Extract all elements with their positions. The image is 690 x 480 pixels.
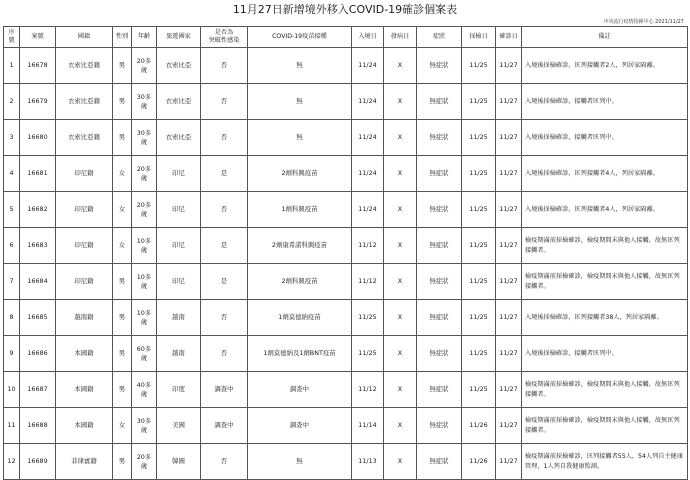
cell-symptom: 無症狀 — [417, 336, 462, 372]
cell-test-date: 11/25 — [462, 300, 496, 336]
cell-seq: 3 — [4, 120, 20, 156]
cell-breakthrough: 是 — [201, 228, 248, 264]
header-case-id: 案號 — [20, 27, 56, 48]
cell-symptom: 無症狀 — [417, 48, 462, 84]
cell-age: 30多歲 — [132, 408, 157, 444]
document-title: 11月27日新增境外移入COVID-19確診個案表 — [232, 3, 458, 16]
cell-case-id: 16688 — [20, 408, 56, 444]
table-row — [4, 264, 688, 300]
cell-age: 10多歲 — [132, 264, 157, 300]
cell-symptom: 無症狀 — [417, 264, 462, 300]
cell-confirm-date: 11/27 — [496, 84, 522, 120]
cell-case-id: 16678 — [20, 48, 56, 84]
cell-seq: 1 — [4, 48, 20, 84]
cell-nationality: 衣索比亞籍 — [56, 84, 113, 120]
cell-onset-date: X — [384, 120, 417, 156]
cell-vaccine: 調查中 — [248, 372, 352, 408]
cell-travel-country: 衣索比亞 — [157, 84, 201, 120]
cell-vaccine: 2劑康希諾科興疫苗 — [248, 228, 352, 264]
cell-case-id: 16686 — [20, 336, 56, 372]
cell-test-date: 11/25 — [462, 84, 496, 120]
cell-age: 30多歲 — [132, 84, 157, 120]
table-body — [4, 48, 688, 480]
cell-age: 60多歲 — [132, 336, 157, 372]
table-row — [4, 408, 688, 444]
cell-symptom: 無症狀 — [417, 192, 462, 228]
cell-breakthrough: 否 — [201, 192, 248, 228]
cell-note: 入境後採檢確診，匡列接觸者2人，列居家隔離。 — [522, 48, 688, 84]
cell-entry-date: 11/25 — [352, 300, 384, 336]
cell-confirm-date: 11/27 — [496, 192, 522, 228]
cell-travel-country: 印尼 — [157, 192, 201, 228]
cell-case-id: 16682 — [20, 192, 56, 228]
case-table — [3, 26, 688, 480]
cell-nationality: 印尼籍 — [56, 156, 113, 192]
cell-age: 10多歲 — [132, 300, 157, 336]
cell-test-date: 11/25 — [462, 336, 496, 372]
cell-case-id: 16683 — [20, 228, 56, 264]
header-onset-date: 發病日 — [384, 27, 417, 48]
cell-symptom: 無症狀 — [417, 408, 462, 444]
cell-nationality: 印尼籍 — [56, 228, 113, 264]
table-row — [4, 48, 688, 84]
cell-seq: 6 — [4, 228, 20, 264]
cell-confirm-date: 11/27 — [496, 444, 522, 480]
header-confirm-date: 確診日 — [496, 27, 522, 48]
cell-seq: 2 — [4, 84, 20, 120]
cell-seq: 12 — [4, 444, 20, 480]
table-row — [4, 336, 688, 372]
cell-entry-date: 11/12 — [352, 228, 384, 264]
cell-test-date: 11/25 — [462, 372, 496, 408]
cell-test-date: 11/25 — [462, 156, 496, 192]
cell-confirm-date: 11/27 — [496, 372, 522, 408]
cell-entry-date: 11/12 — [352, 264, 384, 300]
cell-entry-date: 11/24 — [352, 192, 384, 228]
cell-breakthrough: 否 — [201, 336, 248, 372]
cell-nationality: 印尼籍 — [56, 192, 113, 228]
table-row — [4, 372, 688, 408]
cell-age: 10多歲 — [132, 228, 157, 264]
cell-note: 檢疫期滿前採檢確診，匡列接觸者55人，54人列自主健康管理，1人列自我健康監測。 — [522, 444, 688, 480]
cell-nationality: 越南籍 — [56, 300, 113, 336]
header-breakthrough: 是否為 突破性感染 — [201, 27, 248, 48]
cell-note: 檢疫期滿前採檢確診，檢疫期間未與他人接觸，故無匡列接觸者。 — [522, 372, 688, 408]
cell-symptom: 無症狀 — [417, 120, 462, 156]
cell-nationality: 菲律賓籍 — [56, 444, 113, 480]
cell-confirm-date: 11/27 — [496, 228, 522, 264]
table-row — [4, 120, 688, 156]
cell-seq: 10 — [4, 372, 20, 408]
cell-breakthrough: 是 — [201, 156, 248, 192]
cell-onset-date: X — [384, 192, 417, 228]
cell-confirm-date: 11/27 — [496, 336, 522, 372]
cell-vaccine: 2劑科興疫苗 — [248, 264, 352, 300]
header-vaccine: COVID-19疫苗接種 — [248, 27, 352, 48]
table-row — [4, 84, 688, 120]
header-test-date: 採檢日 — [462, 27, 496, 48]
cell-confirm-date: 11/27 — [496, 120, 522, 156]
header-row — [4, 27, 688, 48]
cell-vaccine: 調查中 — [248, 408, 352, 444]
cell-entry-date: 11/12 — [352, 372, 384, 408]
cell-onset-date: X — [384, 408, 417, 444]
cell-sex: 男 — [113, 444, 132, 480]
cell-sex: 男 — [113, 336, 132, 372]
cell-seq: 5 — [4, 192, 20, 228]
cell-travel-country: 印尼 — [157, 264, 201, 300]
cell-note: 入境後採檢確診，接觸者匡列中。 — [522, 84, 688, 120]
cell-nationality: 衣索比亞籍 — [56, 48, 113, 84]
cell-age: 20多歲 — [132, 192, 157, 228]
cell-test-date: 11/25 — [462, 192, 496, 228]
cell-entry-date: 11/13 — [352, 444, 384, 480]
cell-travel-country: 印尼 — [157, 228, 201, 264]
cell-travel-country: 越南 — [157, 300, 201, 336]
cell-sex: 男 — [113, 264, 132, 300]
cell-breakthrough: 是 — [201, 264, 248, 300]
cell-symptom: 無症狀 — [417, 84, 462, 120]
cell-onset-date: X — [384, 228, 417, 264]
cell-breakthrough: 否 — [201, 48, 248, 84]
table-row — [4, 444, 688, 480]
cell-test-date: 11/26 — [462, 444, 496, 480]
cell-onset-date: X — [384, 48, 417, 84]
cell-test-date: 11/25 — [462, 48, 496, 84]
cell-confirm-date: 11/27 — [496, 408, 522, 444]
cell-vaccine: 2劑科興疫苗 — [248, 156, 352, 192]
cell-travel-country: 衣索比亞 — [157, 48, 201, 84]
header-travel-country: 旅遊國家 — [157, 27, 201, 48]
cell-note: 入境後採檢確診，匡列接觸者4人，列居家隔離。 — [522, 192, 688, 228]
cell-test-date: 11/25 — [462, 228, 496, 264]
cell-case-id: 16680 — [20, 120, 56, 156]
cell-age: 20多歲 — [132, 48, 157, 84]
cell-onset-date: X — [384, 156, 417, 192]
cell-sex: 女 — [113, 156, 132, 192]
cell-note: 檢疫期滿前採檢確診，檢疫期間未與他人接觸，故無匡列接觸者。 — [522, 408, 688, 444]
cell-vaccine: 無 — [248, 84, 352, 120]
cell-sex: 女 — [113, 192, 132, 228]
cell-note: 入境後採檢確診，匡列接觸者4人，列居家隔離。 — [522, 156, 688, 192]
cell-entry-date: 11/24 — [352, 120, 384, 156]
cell-case-id: 16689 — [20, 444, 56, 480]
cell-onset-date: X — [384, 84, 417, 120]
cell-travel-country: 韓國 — [157, 444, 201, 480]
cell-sex: 男 — [113, 84, 132, 120]
cell-age: 30多歲 — [132, 120, 157, 156]
cell-test-date: 11/25 — [462, 120, 496, 156]
table-row — [4, 228, 688, 264]
cell-travel-country: 美國 — [157, 408, 201, 444]
cell-vaccine: 1劑莫德納疫苗 — [248, 300, 352, 336]
cell-note: 檢疫期滿前採檢確診，檢疫期間未與他人接觸，故無匡列接觸者。 — [522, 228, 688, 264]
cell-sex: 女 — [113, 228, 132, 264]
cell-entry-date: 11/24 — [352, 48, 384, 84]
cell-age: 20多歲 — [132, 444, 157, 480]
header-age: 年齡 — [132, 27, 157, 48]
cell-travel-country: 印尼 — [157, 156, 201, 192]
cell-nationality: 本國籍 — [56, 408, 113, 444]
cell-note: 檢疫期滿前採檢確診，檢疫期間未與他人接觸，故無匡列接觸者。 — [522, 264, 688, 300]
cell-entry-date: 11/25 — [352, 336, 384, 372]
cell-confirm-date: 11/27 — [496, 264, 522, 300]
cell-note: 入境後採檢確診，匡列接觸者38人，列居家隔離。 — [522, 300, 688, 336]
header-note: 備註 — [522, 27, 688, 48]
cell-breakthrough: 否 — [201, 84, 248, 120]
cell-age: 40多歲 — [132, 372, 157, 408]
cell-test-date: 11/25 — [462, 264, 496, 300]
cell-case-id: 16679 — [20, 84, 56, 120]
cell-onset-date: X — [384, 444, 417, 480]
cell-case-id: 16684 — [20, 264, 56, 300]
cell-seq: 4 — [4, 156, 20, 192]
cell-note: 入境後採檢確診，接觸者匡列中。 — [522, 336, 688, 372]
cell-entry-date: 11/24 — [352, 84, 384, 120]
cell-age: 20多歲 — [132, 156, 157, 192]
table-header — [4, 27, 688, 48]
cell-onset-date: X — [384, 300, 417, 336]
cell-breakthrough: 調查中 — [201, 372, 248, 408]
cell-travel-country: 越南 — [157, 336, 201, 372]
cell-sex: 男 — [113, 372, 132, 408]
header-symptom: 症狀 — [417, 27, 462, 48]
cell-symptom: 無症狀 — [417, 228, 462, 264]
cell-entry-date: 11/14 — [352, 408, 384, 444]
cell-nationality: 本國籍 — [56, 372, 113, 408]
cell-vaccine: 無 — [248, 48, 352, 84]
header-seq: 序號 — [4, 27, 20, 48]
cell-onset-date: X — [384, 336, 417, 372]
cell-sex: 男 — [113, 300, 132, 336]
cell-breakthrough: 否 — [201, 444, 248, 480]
cell-symptom: 無症狀 — [417, 156, 462, 192]
header-sex: 性別 — [113, 27, 132, 48]
cell-onset-date: X — [384, 372, 417, 408]
cell-entry-date: 11/24 — [352, 156, 384, 192]
header-entry-date: 入境日 — [352, 27, 384, 48]
cell-case-id: 16687 — [20, 372, 56, 408]
cell-sex: 女 — [113, 408, 132, 444]
cell-seq: 7 — [4, 264, 20, 300]
cell-vaccine: 1劑莫德納及1劑BNT疫苗 — [248, 336, 352, 372]
table-row — [4, 300, 688, 336]
cell-nationality: 本國籍 — [56, 336, 113, 372]
cell-symptom: 無症狀 — [417, 372, 462, 408]
cell-test-date: 11/26 — [462, 408, 496, 444]
cell-symptom: 無症狀 — [417, 300, 462, 336]
cell-onset-date: X — [384, 264, 417, 300]
cell-travel-country: 印度 — [157, 372, 201, 408]
cell-vaccine: 無 — [248, 444, 352, 480]
cell-breakthrough: 否 — [201, 120, 248, 156]
cell-seq: 9 — [4, 336, 20, 372]
table-row — [4, 156, 688, 192]
cell-case-id: 16681 — [20, 156, 56, 192]
cell-case-id: 16685 — [20, 300, 56, 336]
cell-vaccine: 無 — [248, 120, 352, 156]
cell-confirm-date: 11/27 — [496, 156, 522, 192]
cell-vaccine: 1劑科興疫苗 — [248, 192, 352, 228]
cell-nationality: 印尼籍 — [56, 264, 113, 300]
cell-confirm-date: 11/27 — [496, 300, 522, 336]
cell-travel-country: 衣索比亞 — [157, 120, 201, 156]
source-note: 中央流行疫情指揮中心 2021/11/27 — [603, 19, 684, 25]
cell-breakthrough: 否 — [201, 300, 248, 336]
header-nationality: 國籍 — [56, 27, 113, 48]
cell-sex: 男 — [113, 120, 132, 156]
cell-confirm-date: 11/27 — [496, 48, 522, 84]
cell-note: 入境後採檢確診，接觸者匡列中。 — [522, 120, 688, 156]
table-row — [4, 192, 688, 228]
cell-breakthrough: 調查中 — [201, 408, 248, 444]
cell-symptom: 無症狀 — [417, 444, 462, 480]
cell-sex: 男 — [113, 48, 132, 84]
cell-nationality: 衣索比亞籍 — [56, 120, 113, 156]
cell-seq: 11 — [4, 408, 20, 444]
cell-seq: 8 — [4, 300, 20, 336]
